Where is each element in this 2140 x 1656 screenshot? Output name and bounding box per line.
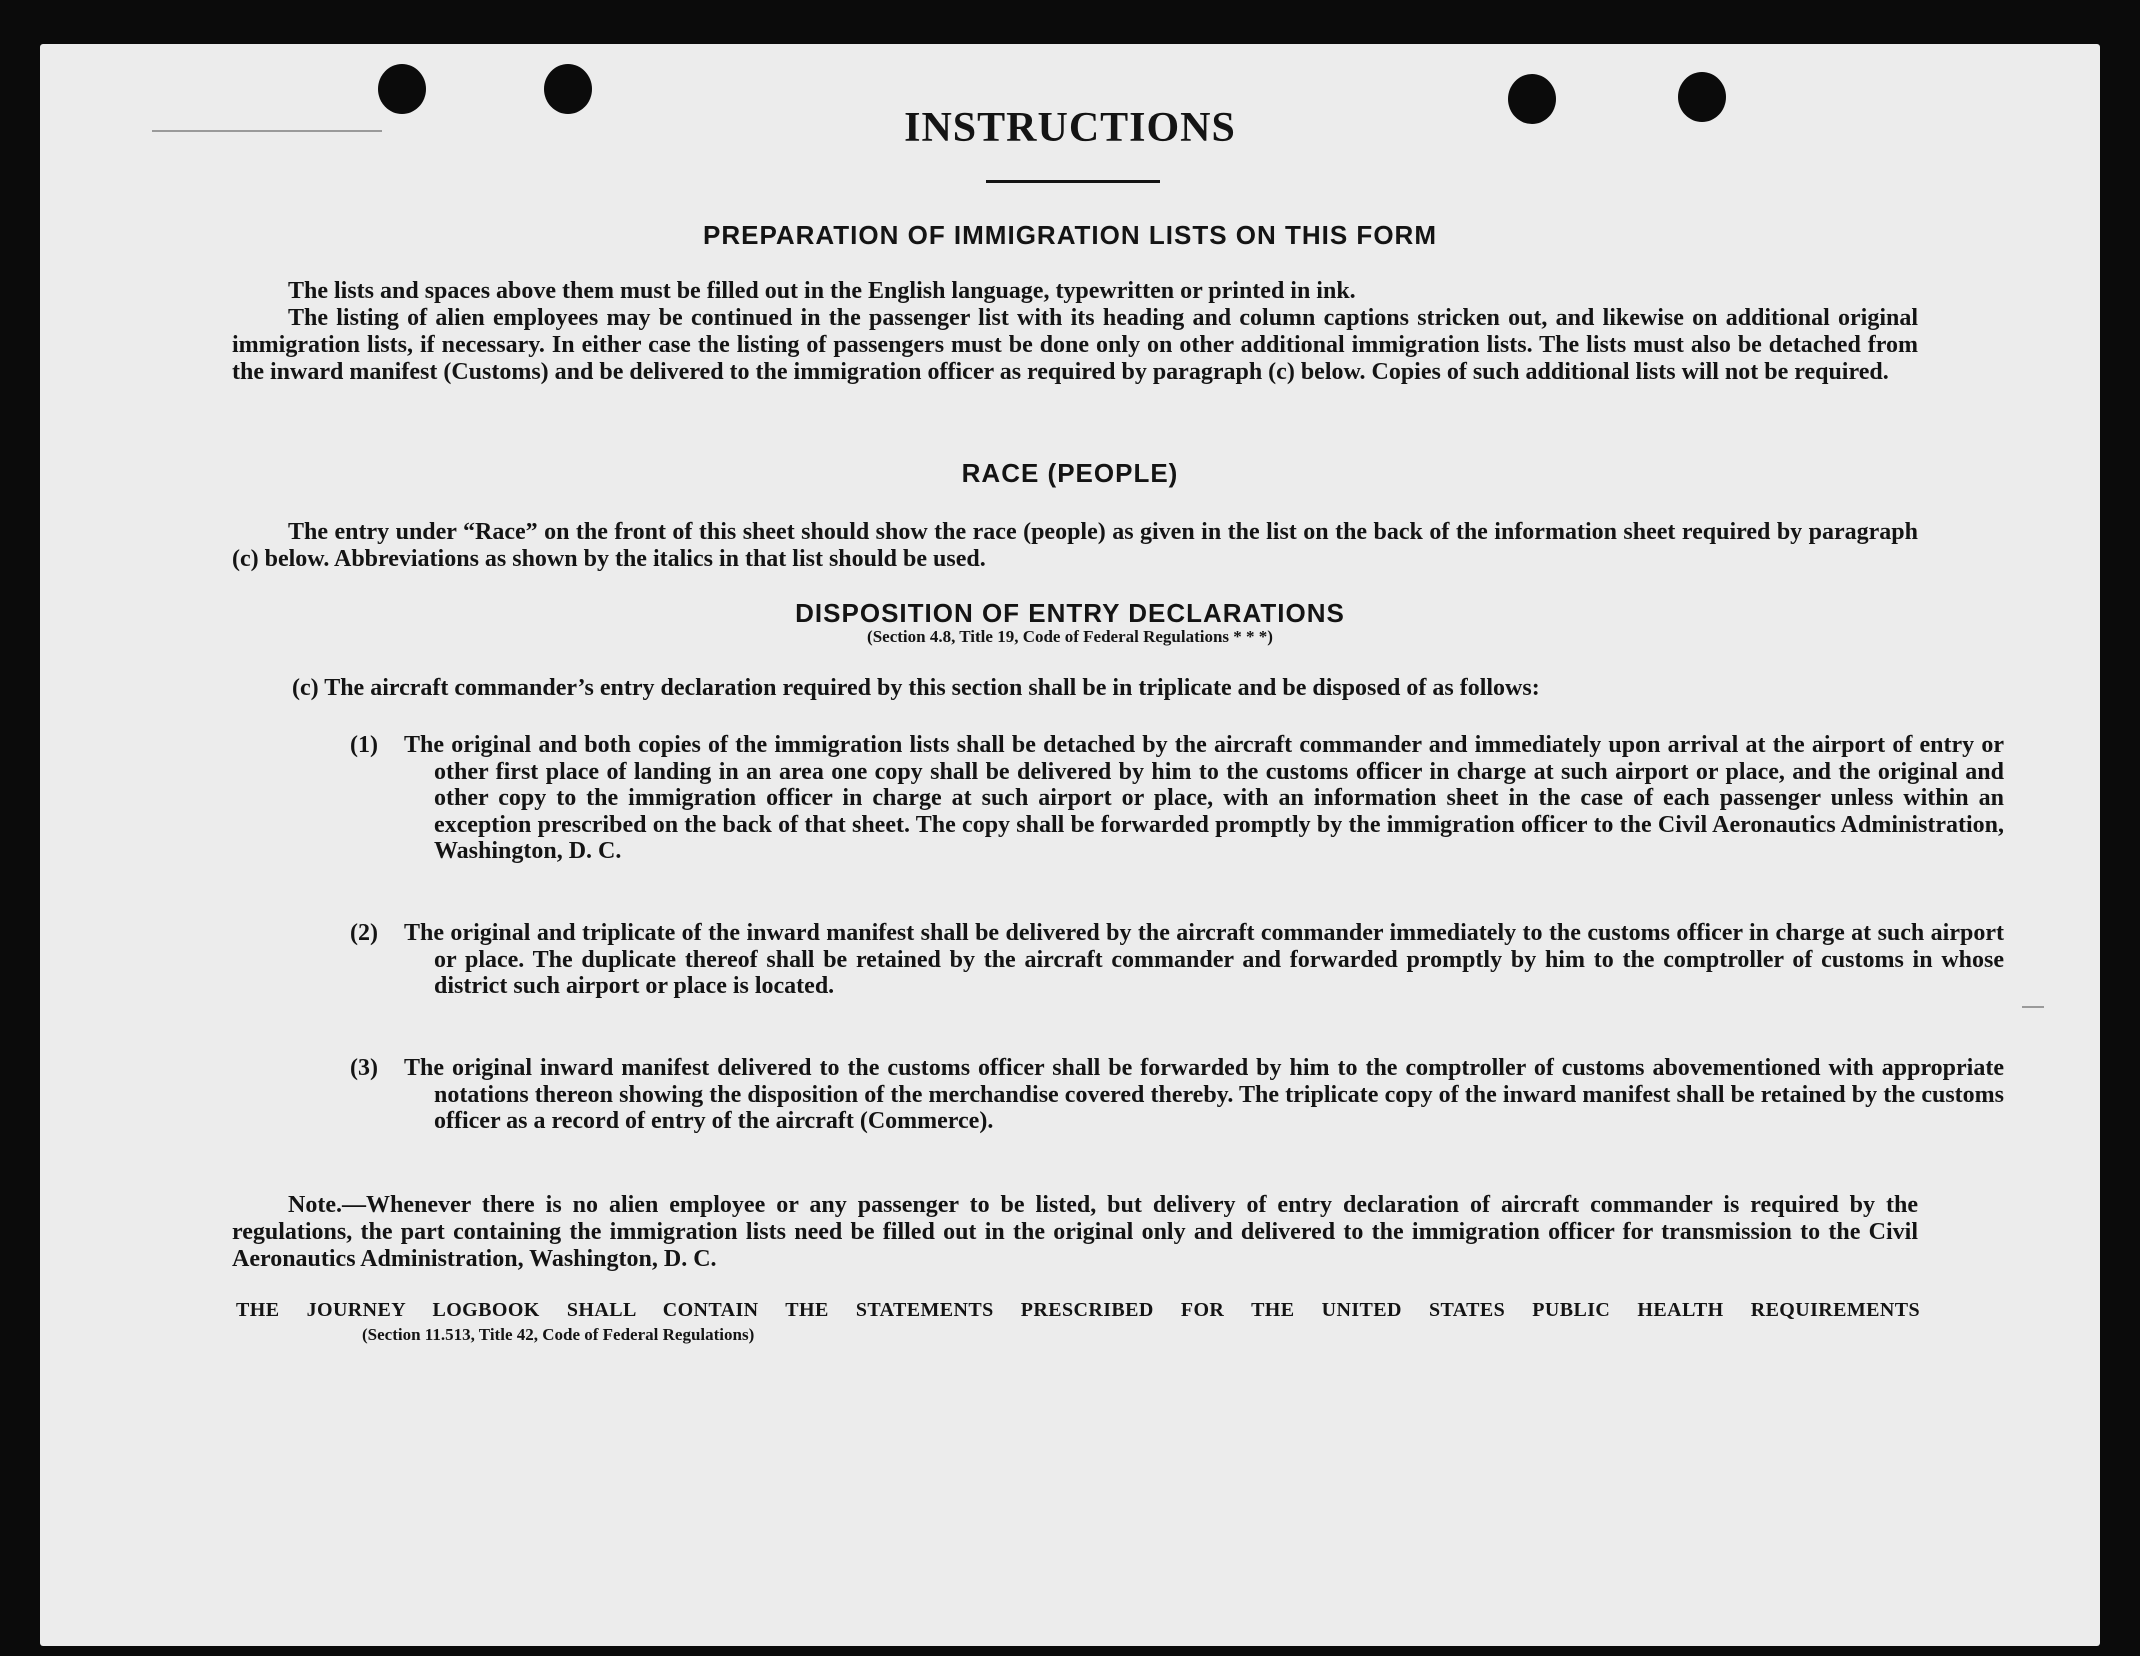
note-paragraph: Note.—Whenever there is no alien employee or any passenger to be listed, but delivery of entry declaration of aircraft commander is required by the regulations, the part containing the immigration lists need be filled out in the original only and delivered to the immigration officer for transmission to the Civil Aeronautics Administration, Washington, D. C. <box>232 1192 1918 1272</box>
section-heading-race: RACE (PEOPLE) <box>961 458 1179 488</box>
stray-mark <box>2022 1006 2044 1008</box>
item-text: The original and both copies of the immigration lists shall be detached by the aircraft commander and immediately upon arrival at the airport of entry or other first place of landing in an area one copy shall be delivered by him to the customs officer in charge at such airport or place, and the original and other copy to the immigration officer in charge at such airport or place, with an information sheet in the case of each passenger unless within an exception prescribed on the back of that sheet. The copy shall be forwarded promptly by the immigration officer to the Civil Aeronautics Administration, Washington, D. C. <box>404 732 2004 864</box>
item-text: The original inward manifest delivered to the customs officer shall be forwarded by him to the comptroller of customs abovementioned with appropriate notations thereon showing the disposition of the merchandise covered thereby. The triplicate copy of the inward manifest shall be retained by the customs officer as a record of entry of the aircraft (Commerce). <box>404 1055 2004 1134</box>
section-heading-preparation: PREPARATION OF IMMIGRATION LISTS ON THIS FORM <box>703 220 1437 250</box>
item-number: (1) <box>350 732 378 758</box>
logbook-statement: THE JOURNEY LOGBOOK SHALL CONTAIN THE STATEMENTS PRESCRIBED FOR THE UNITED STATES PUBLIC HEALTH REQUIREMENTS <box>236 1299 1920 1321</box>
title-divider <box>986 180 1160 183</box>
logbook-citation: (Section 11.513, Title 42, Code of Federal Regulations) <box>362 1325 755 1344</box>
page-title: INSTRUCTIONS <box>904 105 1236 151</box>
preparation-paragraph-1: The lists and spaces above them must be filled out in the English language, typewritten or printed in ink. <box>288 278 1356 304</box>
disposition-intro: (c) The aircraft commander’s entry declaration required by this section shall be in triplicate and be disposed of as follows: <box>292 675 1540 701</box>
item-text: The original and triplicate of the inward manifest shall be delivered by the aircraft commander immediately to the customs officer in charge at such airport or place. The duplicate thereof shall be retained by the aircraft commander and forwarded promptly by him to the comptroller of customs in whose district such airport or place is located. <box>404 920 2004 999</box>
disposition-item-1 <box>350 732 2004 865</box>
disposition-citation: (Section 4.8, Title 19, Code of Federal Regulations * * *) <box>867 627 1273 646</box>
section-heading-disposition: DISPOSITION OF ENTRY DECLARATIONS <box>795 598 1345 628</box>
preparation-paragraph-2: The listing of alien employees may be continued in the passenger list with its heading and column captions stricken out, and likewise on additional original immigration lists, if necessary. In either case the listing of passengers must be done only on other additional immigration lists. The lists must also be detached from the inward manifest (Customs) and be delivered to the immigration officer as required by paragraph (c) below. Copies of such additional lists will not be required. <box>232 305 1918 385</box>
item-number: (2) <box>350 920 378 946</box>
item-number: (3) <box>350 1055 378 1081</box>
disposition-item-2 <box>350 920 2004 1000</box>
race-paragraph: The entry under “Race” on the front of this sheet should show the race (people) as given in the list on the back of the information sheet required by paragraph (c) below. Abbreviations as shown by the italics in that list should be used. <box>232 519 1918 572</box>
disposition-item-3 <box>350 1055 2004 1135</box>
